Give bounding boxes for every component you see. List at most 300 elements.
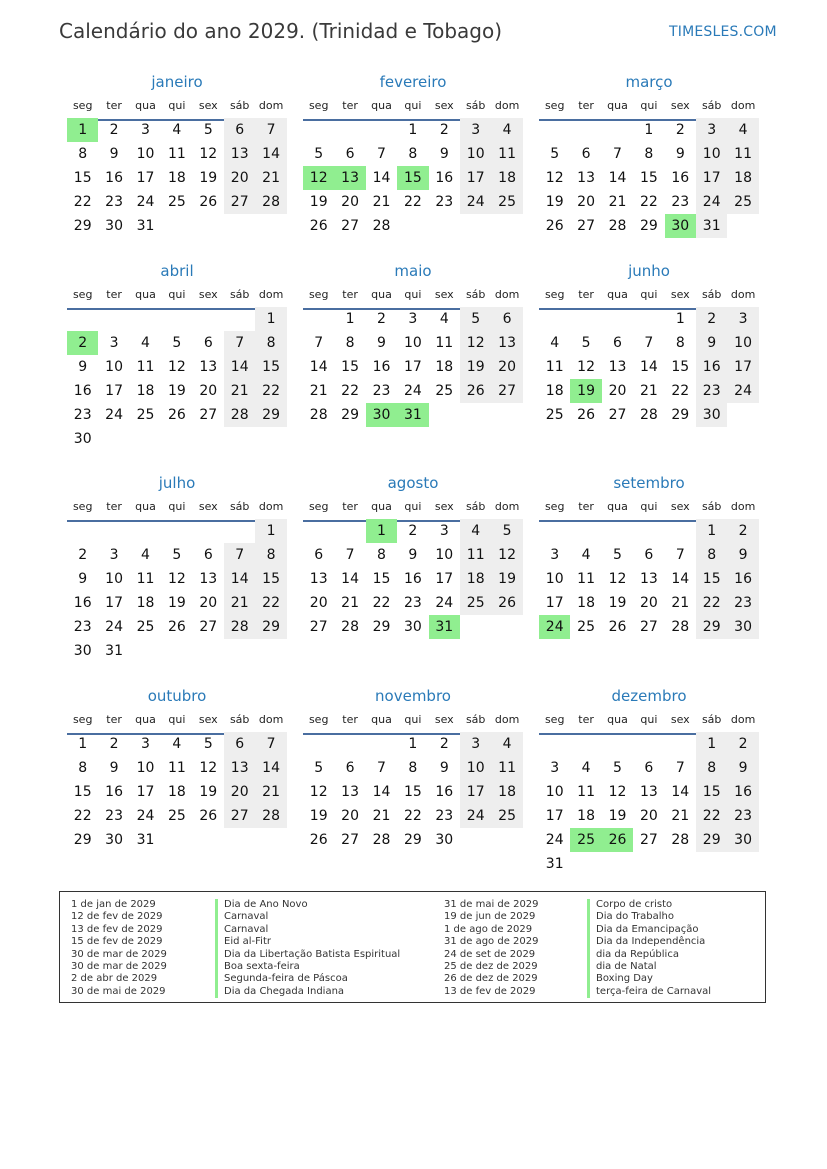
day-cell[interactable]: 28	[671, 832, 690, 848]
day-cell[interactable]: 11	[167, 760, 186, 776]
day-cell[interactable]: 14	[224, 355, 255, 379]
day-cell[interactable]: 4	[491, 118, 522, 142]
day-cell[interactable]: 23	[403, 595, 422, 611]
day-cell[interactable]: 27	[199, 407, 218, 423]
holiday-day-cell[interactable]: 1	[67, 118, 98, 142]
day-cell[interactable]: 26	[491, 591, 522, 615]
day-cell[interactable]: 7	[613, 146, 622, 162]
day-cell[interactable]: 6	[203, 335, 213, 351]
day-cell[interactable]: 18	[136, 595, 155, 611]
day-cell[interactable]: 8	[644, 146, 654, 162]
day-cell[interactable]: 27	[577, 218, 595, 234]
day-cell[interactable]: 11	[577, 571, 595, 587]
holiday-day-cell[interactable]: 31	[429, 615, 460, 639]
day-cell[interactable]: 10	[105, 571, 123, 587]
day-cell[interactable]: 20	[199, 595, 218, 611]
day-cell[interactable]: 18	[167, 170, 186, 186]
day-cell[interactable]: 21	[639, 383, 658, 399]
day-cell[interactable]: 27	[639, 832, 658, 848]
day-cell[interactable]: 26	[608, 619, 627, 635]
day-cell[interactable]: 21	[309, 383, 328, 399]
day-cell[interactable]: 8	[408, 146, 418, 162]
day-cell[interactable]: 26	[199, 194, 218, 210]
day-cell[interactable]: 17	[545, 808, 564, 824]
day-cell[interactable]: 9	[675, 146, 685, 162]
day-cell[interactable]: 11	[460, 543, 491, 567]
day-cell[interactable]: 20	[309, 595, 328, 611]
day-cell[interactable]: 10	[545, 571, 564, 587]
day-cell[interactable]: 29	[255, 615, 286, 639]
day-cell[interactable]: 27	[224, 804, 255, 828]
day-cell[interactable]: 4	[172, 122, 182, 138]
day-cell[interactable]: 3	[550, 760, 560, 776]
day-cell[interactable]: 1	[696, 519, 727, 543]
day-cell[interactable]: 17	[460, 166, 491, 190]
day-cell[interactable]: 22	[73, 194, 92, 210]
day-cell[interactable]: 5	[172, 335, 182, 351]
day-cell[interactable]: 9	[377, 335, 386, 351]
day-cell[interactable]: 29	[403, 832, 422, 848]
day-cell[interactable]: 29	[372, 619, 391, 635]
day-cell[interactable]: 15	[671, 359, 690, 375]
day-cell[interactable]: 12	[608, 784, 627, 800]
day-cell[interactable]: 23	[73, 407, 92, 423]
day-cell[interactable]: 19	[608, 808, 627, 824]
day-cell[interactable]: 11	[491, 142, 522, 166]
day-cell[interactable]: 12	[545, 170, 564, 186]
day-cell[interactable]: 25	[435, 383, 454, 399]
day-cell[interactable]: 12	[460, 331, 491, 355]
day-cell[interactable]: 12	[167, 571, 186, 587]
day-cell[interactable]: 2	[727, 732, 758, 756]
day-cell[interactable]: 22	[696, 591, 727, 615]
holiday-day-cell[interactable]: 30	[665, 214, 696, 238]
day-cell[interactable]: 20	[224, 780, 255, 804]
day-cell[interactable]: 14	[224, 567, 255, 591]
day-cell[interactable]: 3	[460, 118, 491, 142]
day-cell[interactable]: 13	[491, 331, 522, 355]
day-cell[interactable]: 10	[727, 331, 758, 355]
day-cell[interactable]: 22	[696, 804, 727, 828]
day-cell[interactable]: 10	[136, 146, 155, 162]
day-cell[interactable]: 18	[136, 383, 155, 399]
holiday-day-cell[interactable]: 2	[67, 331, 98, 355]
day-cell[interactable]: 19	[309, 808, 328, 824]
day-cell[interactable]: 15	[372, 571, 391, 587]
day-cell[interactable]: 5	[172, 547, 182, 563]
day-cell[interactable]: 3	[550, 547, 560, 563]
day-cell[interactable]: 21	[224, 379, 255, 403]
day-cell[interactable]: 3	[439, 523, 449, 539]
day-cell[interactable]: 22	[73, 808, 92, 824]
day-cell[interactable]: 3	[141, 122, 150, 138]
day-cell[interactable]: 31	[105, 643, 123, 659]
day-cell[interactable]: 7	[224, 543, 255, 567]
day-cell[interactable]: 16	[727, 780, 758, 804]
holiday-day-cell[interactable]: 30	[366, 403, 397, 427]
day-cell[interactable]: 9	[439, 146, 449, 162]
day-cell[interactable]: 11	[577, 784, 595, 800]
day-cell[interactable]: 21	[224, 591, 255, 615]
day-cell[interactable]: 14	[372, 784, 391, 800]
day-cell[interactable]: 11	[167, 146, 186, 162]
day-cell[interactable]: 23	[105, 808, 123, 824]
day-cell[interactable]: 14	[372, 170, 391, 186]
day-cell[interactable]: 27	[199, 619, 218, 635]
day-cell[interactable]: 13	[577, 170, 595, 186]
day-cell[interactable]: 27	[341, 832, 359, 848]
day-cell[interactable]: 24	[435, 595, 454, 611]
day-cell[interactable]: 6	[345, 146, 355, 162]
day-cell[interactable]: 25	[167, 194, 186, 210]
day-cell[interactable]: 31	[545, 856, 564, 872]
holiday-day-cell[interactable]: 1	[366, 519, 397, 543]
day-cell[interactable]: 2	[439, 736, 449, 752]
day-cell[interactable]: 9	[439, 760, 449, 776]
day-cell[interactable]: 4	[141, 335, 150, 351]
day-cell[interactable]: 10	[136, 760, 155, 776]
day-cell[interactable]: 2	[439, 122, 449, 138]
day-cell[interactable]: 9	[109, 146, 119, 162]
day-cell[interactable]: 5	[613, 760, 622, 776]
day-cell[interactable]: 16	[696, 355, 727, 379]
day-cell[interactable]: 1	[345, 311, 355, 327]
day-cell[interactable]: 9	[727, 756, 758, 780]
day-cell[interactable]: 27	[639, 619, 658, 635]
site-brand-link[interactable]: TIMESLES.COM	[669, 24, 777, 40]
day-cell[interactable]: 7	[644, 335, 654, 351]
day-cell[interactable]: 28	[341, 619, 359, 635]
day-cell[interactable]: 15	[341, 359, 359, 375]
day-cell[interactable]: 26	[309, 218, 328, 234]
day-cell[interactable]: 9	[696, 331, 727, 355]
day-cell[interactable]: 11	[491, 756, 522, 780]
day-cell[interactable]: 29	[73, 218, 92, 234]
day-cell[interactable]: 13	[224, 756, 255, 780]
day-cell[interactable]: 1	[696, 732, 727, 756]
day-cell[interactable]: 6	[314, 547, 324, 563]
day-cell[interactable]: 15	[255, 567, 286, 591]
day-cell[interactable]: 27	[224, 190, 255, 214]
day-cell[interactable]: 5	[491, 519, 522, 543]
day-cell[interactable]: 23	[435, 194, 454, 210]
day-cell[interactable]: 2	[408, 523, 418, 539]
day-cell[interactable]: 7	[377, 760, 386, 776]
day-cell[interactable]: 29	[696, 828, 727, 852]
day-cell[interactable]: 30	[105, 218, 123, 234]
day-cell[interactable]: 9	[109, 760, 119, 776]
day-cell[interactable]: 25	[136, 619, 155, 635]
day-cell[interactable]: 14	[341, 571, 359, 587]
day-cell[interactable]: 10	[435, 547, 454, 563]
day-cell[interactable]: 21	[671, 595, 690, 611]
day-cell[interactable]: 8	[78, 760, 88, 776]
day-cell[interactable]: 15	[73, 784, 92, 800]
day-cell[interactable]: 17	[696, 166, 727, 190]
day-cell[interactable]: 27	[608, 407, 627, 423]
holiday-day-cell[interactable]: 12	[303, 166, 334, 190]
day-cell[interactable]: 2	[109, 736, 119, 752]
day-cell[interactable]: 15	[696, 780, 727, 804]
holiday-day-cell[interactable]: 13	[334, 166, 365, 190]
day-cell[interactable]: 16	[105, 170, 123, 186]
day-cell[interactable]: 26	[309, 832, 328, 848]
day-cell[interactable]: 18	[435, 359, 454, 375]
day-cell[interactable]: 2	[78, 547, 88, 563]
day-cell[interactable]: 12	[199, 146, 218, 162]
day-cell[interactable]: 27	[341, 218, 359, 234]
day-cell[interactable]: 8	[255, 331, 286, 355]
day-cell[interactable]: 1	[255, 519, 286, 543]
day-cell[interactable]: 4	[581, 547, 591, 563]
day-cell[interactable]: 6	[345, 760, 355, 776]
day-cell[interactable]: 10	[545, 784, 564, 800]
day-cell[interactable]: 20	[224, 166, 255, 190]
day-cell[interactable]: 24	[696, 190, 727, 214]
holiday-day-cell[interactable]: 19	[570, 379, 601, 403]
day-cell[interactable]: 25	[460, 591, 491, 615]
day-cell[interactable]: 23	[435, 808, 454, 824]
day-cell[interactable]: 24	[105, 407, 123, 423]
day-cell[interactable]: 19	[460, 355, 491, 379]
day-cell[interactable]: 9	[78, 571, 88, 587]
day-cell[interactable]: 5	[613, 547, 622, 563]
day-cell[interactable]: 21	[341, 595, 359, 611]
day-cell[interactable]: 21	[608, 194, 627, 210]
day-cell[interactable]: 15	[73, 170, 92, 186]
day-cell[interactable]: 5	[581, 335, 591, 351]
day-cell[interactable]: 31	[136, 218, 155, 234]
day-cell[interactable]: 3	[109, 547, 119, 563]
day-cell[interactable]: 31	[136, 832, 155, 848]
day-cell[interactable]: 8	[408, 760, 418, 776]
day-cell[interactable]: 2	[675, 122, 685, 138]
day-cell[interactable]: 5	[550, 146, 560, 162]
day-cell[interactable]: 6	[224, 732, 255, 756]
day-cell[interactable]: 21	[671, 808, 690, 824]
day-cell[interactable]: 1	[408, 736, 418, 752]
day-cell[interactable]: 22	[403, 194, 422, 210]
day-cell[interactable]: 23	[73, 619, 92, 635]
day-cell[interactable]: 10	[403, 335, 422, 351]
day-cell[interactable]: 27	[309, 619, 328, 635]
day-cell[interactable]: 24	[105, 619, 123, 635]
day-cell[interactable]: 27	[491, 379, 522, 403]
day-cell[interactable]: 11	[727, 142, 758, 166]
day-cell[interactable]: 23	[727, 591, 758, 615]
day-cell[interactable]: 28	[372, 218, 391, 234]
day-cell[interactable]: 6	[203, 547, 213, 563]
day-cell[interactable]: 22	[372, 595, 391, 611]
day-cell[interactable]: 30	[73, 643, 92, 659]
day-cell[interactable]: 20	[491, 355, 522, 379]
day-cell[interactable]: 24	[727, 379, 758, 403]
day-cell[interactable]: 4	[550, 335, 560, 351]
day-cell[interactable]: 16	[727, 567, 758, 591]
day-cell[interactable]: 2	[696, 307, 727, 331]
day-cell[interactable]: 3	[696, 118, 727, 142]
day-cell[interactable]: 8	[696, 543, 727, 567]
day-cell[interactable]: 10	[460, 756, 491, 780]
day-cell[interactable]: 21	[372, 194, 391, 210]
day-cell[interactable]: 30	[727, 828, 758, 852]
day-cell[interactable]: 4	[439, 311, 449, 327]
day-cell[interactable]: 17	[136, 170, 155, 186]
day-cell[interactable]: 1	[78, 736, 88, 752]
day-cell[interactable]: 22	[403, 808, 422, 824]
day-cell[interactable]: 18	[491, 166, 522, 190]
day-cell[interactable]: 26	[545, 218, 564, 234]
day-cell[interactable]: 15	[639, 170, 658, 186]
day-cell[interactable]: 8	[78, 146, 88, 162]
day-cell[interactable]: 11	[136, 359, 155, 375]
day-cell[interactable]: 22	[255, 591, 286, 615]
holiday-day-cell[interactable]: 25	[570, 828, 601, 852]
day-cell[interactable]: 3	[727, 307, 758, 331]
day-cell[interactable]: 9	[727, 543, 758, 567]
day-cell[interactable]: 24	[403, 383, 422, 399]
day-cell[interactable]: 11	[435, 335, 454, 351]
day-cell[interactable]: 5	[203, 122, 213, 138]
day-cell[interactable]: 11	[136, 571, 155, 587]
day-cell[interactable]: 17	[136, 784, 155, 800]
day-cell[interactable]: 26	[460, 379, 491, 403]
day-cell[interactable]: 7	[314, 335, 324, 351]
day-cell[interactable]: 8	[675, 335, 685, 351]
day-cell[interactable]: 16	[73, 383, 92, 399]
day-cell[interactable]: 13	[224, 142, 255, 166]
day-cell[interactable]: 8	[696, 756, 727, 780]
day-cell[interactable]: 23	[671, 194, 690, 210]
day-cell[interactable]: 16	[435, 170, 454, 186]
day-cell[interactable]: 29	[639, 218, 658, 234]
day-cell[interactable]: 16	[372, 359, 391, 375]
day-cell[interactable]: 19	[167, 383, 186, 399]
day-cell[interactable]: 16	[105, 784, 123, 800]
day-cell[interactable]: 18	[577, 808, 595, 824]
day-cell[interactable]: 30	[435, 832, 454, 848]
holiday-day-cell[interactable]: 24	[539, 615, 570, 639]
day-cell[interactable]: 7	[675, 547, 685, 563]
day-cell[interactable]: 12	[608, 571, 627, 587]
day-cell[interactable]: 31	[696, 214, 727, 238]
day-cell[interactable]: 1	[644, 122, 654, 138]
day-cell[interactable]: 28	[608, 218, 627, 234]
day-cell[interactable]: 28	[671, 619, 690, 635]
day-cell[interactable]: 28	[309, 407, 328, 423]
day-cell[interactable]: 14	[309, 359, 328, 375]
day-cell[interactable]: 6	[491, 307, 522, 331]
day-cell[interactable]: 28	[255, 804, 286, 828]
day-cell[interactable]: 19	[545, 194, 564, 210]
day-cell[interactable]: 20	[608, 383, 627, 399]
day-cell[interactable]: 7	[224, 331, 255, 355]
day-cell[interactable]: 20	[639, 808, 658, 824]
day-cell[interactable]: 25	[491, 190, 522, 214]
day-cell[interactable]: 15	[255, 355, 286, 379]
day-cell[interactable]: 17	[460, 780, 491, 804]
day-cell[interactable]: 4	[172, 736, 182, 752]
day-cell[interactable]: 29	[255, 403, 286, 427]
day-cell[interactable]: 20	[199, 383, 218, 399]
day-cell[interactable]: 18	[460, 567, 491, 591]
day-cell[interactable]: 10	[460, 142, 491, 166]
day-cell[interactable]: 1	[408, 122, 418, 138]
day-cell[interactable]: 24	[545, 832, 564, 848]
day-cell[interactable]: 25	[545, 407, 564, 423]
day-cell[interactable]: 28	[224, 615, 255, 639]
day-cell[interactable]: 7	[377, 146, 386, 162]
day-cell[interactable]: 30	[105, 832, 123, 848]
day-cell[interactable]: 4	[491, 732, 522, 756]
day-cell[interactable]: 20	[341, 808, 359, 824]
day-cell[interactable]: 19	[199, 784, 218, 800]
day-cell[interactable]: 16	[403, 571, 422, 587]
day-cell[interactable]: 8	[377, 547, 386, 563]
day-cell[interactable]: 9	[78, 359, 88, 375]
day-cell[interactable]: 2	[109, 122, 119, 138]
day-cell[interactable]: 14	[255, 142, 286, 166]
day-cell[interactable]: 13	[199, 359, 218, 375]
day-cell[interactable]: 19	[608, 595, 627, 611]
day-cell[interactable]: 20	[639, 595, 658, 611]
day-cell[interactable]: 30	[727, 615, 758, 639]
day-cell[interactable]: 5	[203, 736, 213, 752]
day-cell[interactable]: 25	[577, 619, 595, 635]
day-cell[interactable]: 13	[639, 571, 658, 587]
day-cell[interactable]: 14	[671, 571, 690, 587]
day-cell[interactable]: 30	[73, 431, 92, 447]
day-cell[interactable]: 9	[408, 547, 418, 563]
day-cell[interactable]: 29	[341, 407, 359, 423]
day-cell[interactable]: 24	[136, 194, 155, 210]
day-cell[interactable]: 12	[199, 760, 218, 776]
day-cell[interactable]: 14	[255, 756, 286, 780]
day-cell[interactable]: 28	[372, 832, 391, 848]
day-cell[interactable]: 30	[696, 403, 727, 427]
day-cell[interactable]: 22	[341, 383, 359, 399]
day-cell[interactable]: 12	[491, 543, 522, 567]
day-cell[interactable]: 29	[671, 407, 690, 423]
holiday-day-cell[interactable]: 31	[397, 403, 428, 427]
day-cell[interactable]: 29	[696, 615, 727, 639]
day-cell[interactable]: 13	[639, 784, 658, 800]
day-cell[interactable]: 23	[727, 804, 758, 828]
day-cell[interactable]: 17	[105, 383, 123, 399]
day-cell[interactable]: 13	[199, 571, 218, 587]
day-cell[interactable]: 13	[341, 784, 359, 800]
holiday-day-cell[interactable]: 15	[397, 166, 428, 190]
day-cell[interactable]: 14	[639, 359, 658, 375]
day-cell[interactable]: 22	[671, 383, 690, 399]
day-cell[interactable]: 8	[255, 543, 286, 567]
day-cell[interactable]: 14	[671, 784, 690, 800]
day-cell[interactable]: 7	[675, 760, 685, 776]
day-cell[interactable]: 13	[309, 571, 328, 587]
day-cell[interactable]: 6	[644, 760, 654, 776]
day-cell[interactable]: 17	[435, 571, 454, 587]
day-cell[interactable]: 19	[491, 567, 522, 591]
day-cell[interactable]: 7	[345, 547, 355, 563]
day-cell[interactable]: 24	[136, 808, 155, 824]
day-cell[interactable]: 28	[255, 190, 286, 214]
day-cell[interactable]: 16	[73, 595, 92, 611]
day-cell[interactable]: 10	[105, 359, 123, 375]
day-cell[interactable]: 14	[608, 170, 627, 186]
day-cell[interactable]: 26	[199, 808, 218, 824]
day-cell[interactable]: 20	[341, 194, 359, 210]
day-cell[interactable]: 5	[460, 307, 491, 331]
